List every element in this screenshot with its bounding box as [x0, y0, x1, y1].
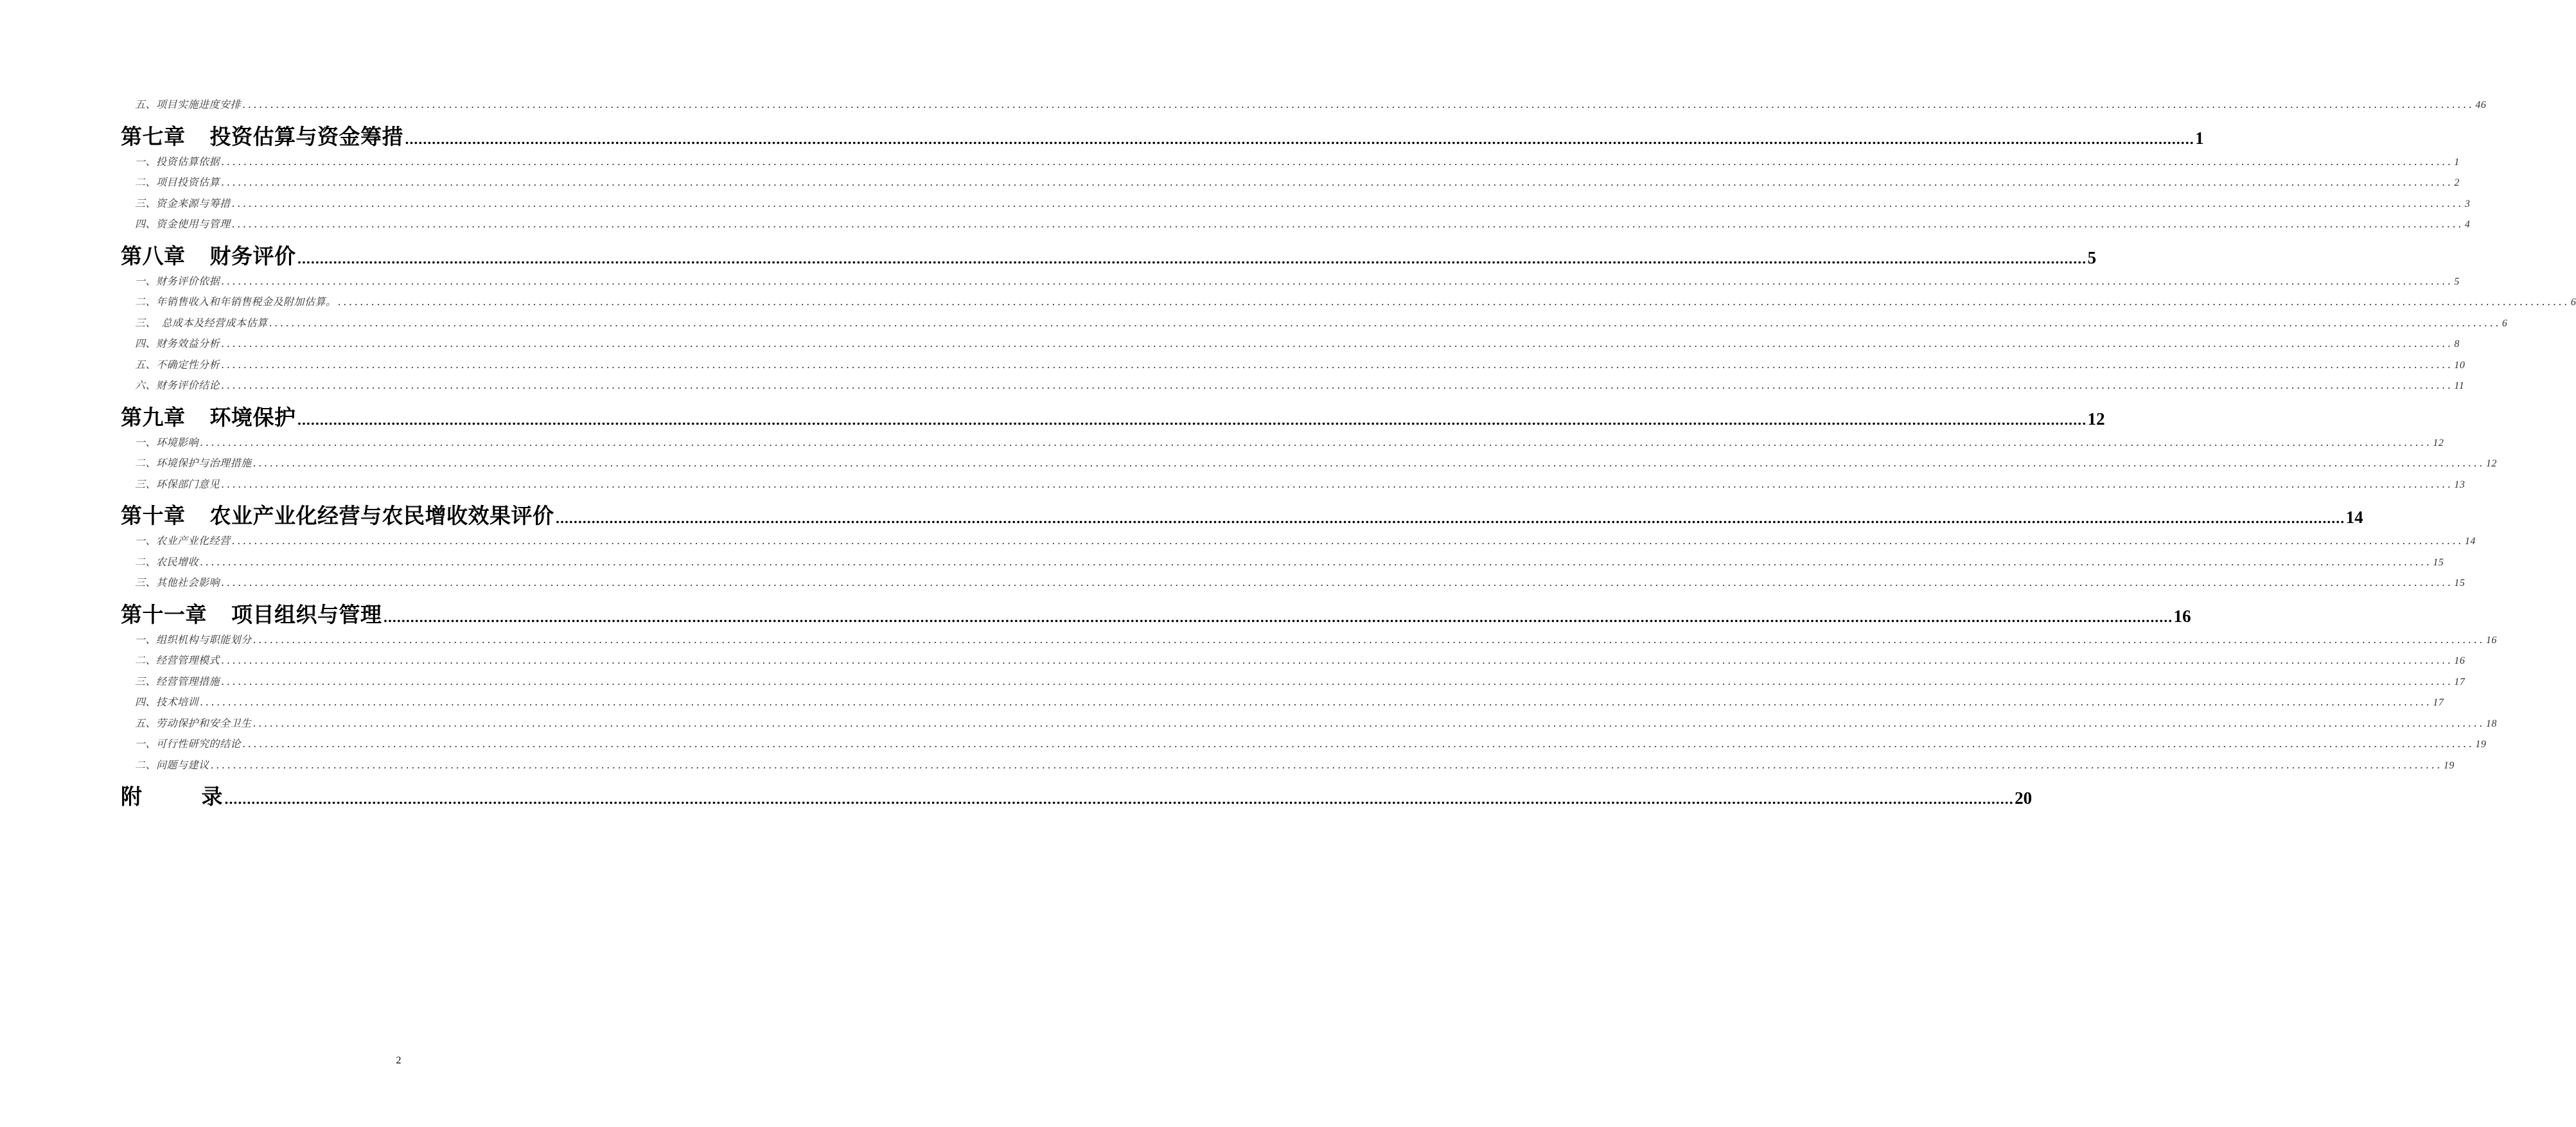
toc-leader-dots: ................................................................................................................................................................................................................................................................................................................................................................................................................ — [221, 155, 2453, 168]
toc-page-number: 8 — [2454, 339, 2460, 350]
toc-leader-dots: ................................................................................................................................................................................................................................................................................................................................................................................................................ — [221, 176, 2453, 188]
toc-page-number: 1 — [2454, 156, 2460, 168]
table-of-contents — [121, 96, 2576, 813]
toc-chapter-title: 投资估算与资金筹措 — [209, 123, 403, 149]
toc-leader-dots: ................................................................................................................................................................................................................................................................................................................................................................................................................ — [221, 379, 2453, 391]
toc-page-number: 10 — [2454, 359, 2466, 371]
toc-page-number: 12 — [2485, 458, 2497, 469]
toc-section-label: 二、项目投资估算 — [135, 176, 220, 188]
toc-section-label: 二、年销售收入和年销售税金及附加估算。 — [135, 296, 337, 308]
toc-section-label: 三、其他社会影响 — [135, 576, 220, 589]
toc-section-entry[interactable] — [121, 273, 2460, 294]
toc-page-number: 15 — [2433, 556, 2444, 568]
toc-chapter-title: 项目组织与管理 — [231, 601, 382, 627]
toc-section-label: 五、劳动保护和安全卫生 — [135, 716, 252, 729]
toc-leader-dots: ................................................................................................................................................................................................................................................................................................................................................................................................................ — [231, 535, 2464, 547]
toc-leader-dots: ................................................................................................................................................................................................................................................................................................................................................................................................................ — [337, 296, 2570, 308]
toc-section-label: 四、财务效益分析 — [135, 337, 220, 350]
toc-section-label: 三、经营管理措施 — [135, 675, 220, 688]
toc-leader-dots: ................................................................................................................................................................................................................................................................................................................................................................................................................ — [200, 436, 2432, 448]
toc-section-label: 三、资金来源与筹措 — [135, 197, 231, 209]
toc-section-entry[interactable] — [121, 736, 2487, 757]
toc-section-entry[interactable] — [121, 377, 2465, 398]
toc-page-number: 12 — [2087, 409, 2105, 429]
toc-page-number: 17 — [2433, 697, 2444, 708]
toc-page-number: 20 — [2015, 788, 2033, 808]
toc-page-number: 5 — [2087, 247, 2097, 267]
toc-section-entry[interactable] — [121, 673, 2466, 695]
toc-chapter-label — [121, 240, 296, 270]
toc-section-label: 三、 总成本及经营成本估算 — [135, 316, 268, 329]
toc-page-number: 11 — [2454, 380, 2465, 391]
toc-chapter-entry[interactable] — [121, 120, 2204, 154]
toc-chapter-number: 第十一章 — [121, 601, 207, 627]
toc-section-entry[interactable] — [121, 757, 2455, 778]
toc-section-entry[interactable] — [121, 294, 2576, 315]
toc-section-label: 三、环保部门意见 — [135, 477, 220, 490]
toc-section-entry[interactable] — [121, 694, 2444, 715]
toc-leader-dots: ................................................................................................................................................................................................................................................................................................................................................................................................................ — [224, 792, 2014, 807]
toc-leader-dots: ................................................................................................................................................................................................................................................................................................................................................................................................................ — [221, 576, 2453, 589]
toc-section-entry[interactable] — [121, 652, 2466, 673]
toc-section-entry[interactable] — [121, 154, 2460, 175]
toc-page-number: 18 — [2485, 718, 2497, 729]
toc-section-label: 五、不确定性分析 — [135, 358, 220, 371]
toc-section-label: 五、项目实施进度安排 — [135, 98, 242, 111]
toc-leader-dots: ................................................................................................................................................................................................................................................................................................................................................................................................................ — [200, 696, 2432, 708]
toc-leader-dots: ................................................................................................................................................................................................................................................................................................................................................................................................................ — [242, 98, 2475, 111]
toc-section-label: 一、环境影响 — [135, 436, 199, 448]
toc-leader-dots: ................................................................................................................................................................................................................................................................................................................................................................................................................ — [297, 251, 2086, 267]
toc-chapter-number: 第七章 — [121, 123, 186, 149]
toc-section-entry[interactable] — [121, 174, 2460, 195]
toc-section-label: 一、可行性研究的结论 — [135, 738, 242, 750]
toc-section-label: 一、组织机构与职能划分 — [135, 633, 252, 646]
toc-chapter-number: 第八章 — [121, 243, 186, 269]
toc-leader-dots: ................................................................................................................................................................................................................................................................................................................................................................................................................ — [383, 609, 2173, 625]
toc-chapter-label — [121, 499, 554, 529]
toc-section-label: 二、农民增收 — [135, 555, 199, 568]
toc-leader-dots: ................................................................................................................................................................................................................................................................................................................................................................................................................ — [231, 218, 2464, 230]
toc-leader-dots: ................................................................................................................................................................................................................................................................................................................................................................................................................ — [242, 738, 2475, 750]
toc-leader-dots: ................................................................................................................................................................................................................................................................................................................................................................................................................ — [405, 131, 2194, 147]
toc-page-number: 16 — [2173, 606, 2191, 626]
toc-page-number: 16 — [2485, 634, 2497, 646]
toc-section-entry[interactable] — [121, 554, 2444, 575]
toc-page-number: 14 — [2345, 508, 2363, 527]
toc-chapter-label — [121, 780, 223, 810]
toc-page-number: 4 — [2464, 219, 2471, 230]
toc-page-number: 5 — [2454, 276, 2460, 287]
toc-section-label: 二、问题与建议 — [135, 758, 209, 771]
toc-leader-dots: ................................................................................................................................................................................................................................................................................................................................................................................................................ — [210, 758, 2442, 771]
toc-section-entry[interactable] — [121, 533, 2476, 554]
toc-section-label: 一、投资估算依据 — [135, 155, 220, 168]
toc-leader-dots: ................................................................................................................................................................................................................................................................................................................................................................................................................ — [297, 412, 2086, 428]
toc-leader-dots: ................................................................................................................................................................................................................................................................................................................................................................................................................ — [269, 316, 2501, 329]
toc-chapter-title: 录 — [201, 784, 223, 809]
toc-chapter-entry[interactable] — [121, 499, 2363, 533]
toc-page-number: 15 — [2454, 578, 2466, 589]
toc-section-entry[interactable] — [121, 434, 2444, 456]
toc-leader-dots: ................................................................................................................................................................................................................................................................................................................................................................................................................ — [252, 716, 2485, 729]
toc-leader-dots: ................................................................................................................................................................................................................................................................................................................................................................................................................ — [221, 358, 2453, 371]
toc-chapter-title: 农业产业化经营与农民增收效果评价 — [209, 503, 554, 528]
toc-section-label: 一、农业产业化经营 — [135, 535, 231, 547]
toc-section-entry[interactable] — [121, 632, 2497, 653]
toc-leader-dots: ................................................................................................................................................................................................................................................................................................................................................................................................................ — [221, 654, 2453, 666]
toc-section-entry[interactable] — [121, 715, 2497, 736]
toc-chapter-entry[interactable] — [121, 401, 2105, 434]
toc-section-label: 四、技术培训 — [135, 696, 199, 708]
toc-section-label: 四、资金使用与管理 — [135, 218, 231, 230]
toc-page-number: 46 — [2475, 100, 2487, 111]
toc-section-entry[interactable] — [121, 476, 2466, 497]
toc-leader-dots: ................................................................................................................................................................................................................................................................................................................................................................................................................ — [231, 197, 2464, 209]
toc-page-number: 3 — [2464, 198, 2471, 209]
toc-leader-dots: ................................................................................................................................................................................................................................................................................................................................................................................................................ — [221, 337, 2453, 350]
toc-leader-dots: ................................................................................................................................................................................................................................................................................................................................................................................................................ — [252, 633, 2485, 646]
toc-leader-dots: ................................................................................................................................................................................................................................................................................................................................................................................................................ — [200, 555, 2432, 568]
toc-chapter-title: 环境保护 — [209, 404, 296, 430]
toc-section-label: 二、环境保护与治理措施 — [135, 457, 252, 469]
toc-section-entry[interactable] — [121, 335, 2460, 357]
toc-page-number: 19 — [2443, 759, 2455, 771]
toc-page-number: 1 — [2195, 128, 2204, 148]
toc-page-number: 13 — [2454, 479, 2466, 490]
toc-page-number: 6 — [2501, 317, 2508, 329]
toc-leader-dots: ................................................................................................................................................................................................................................................................................................................................................................................................................ — [221, 477, 2453, 490]
toc-section-entry[interactable] — [121, 574, 2466, 596]
toc-chapter-number: 第十章 — [121, 503, 186, 528]
toc-page-number: 2 — [2454, 177, 2460, 188]
toc-chapter-number: 附 — [121, 784, 143, 809]
toc-chapter-label — [121, 401, 296, 431]
toc-section-label: 二、经营管理模式 — [135, 654, 220, 666]
toc-page-number: 16 — [2454, 655, 2466, 666]
page-number: 2 — [396, 1055, 401, 1066]
toc-leader-dots: ................................................................................................................................................................................................................................................................................................................................................................................................................ — [252, 457, 2485, 469]
toc-page-number: 17 — [2454, 676, 2466, 688]
toc-chapter-title: 财务评价 — [209, 243, 296, 269]
toc-section-label: 六、财务评价结论 — [135, 379, 220, 391]
toc-chapter-entry[interactable] — [121, 240, 2097, 273]
toc-leader-dots: ................................................................................................................................................................................................................................................................................................................................................................................................................ — [221, 675, 2453, 688]
toc-section-label: 一、财务评价依据 — [135, 274, 220, 287]
toc-section-entry[interactable] — [121, 216, 2471, 237]
toc-section-entry[interactable] — [121, 455, 2497, 476]
toc-page-number: 6 — [2570, 297, 2576, 308]
toc-section-entry[interactable] — [121, 195, 2471, 217]
toc-page-number: 14 — [2464, 536, 2476, 547]
toc-section-entry[interactable] — [121, 315, 2508, 336]
toc-leader-dots: ................................................................................................................................................................................................................................................................................................................................................................................................................ — [221, 274, 2453, 287]
toc-page-number: 19 — [2475, 739, 2487, 750]
toc-chapter-label — [121, 120, 403, 150]
toc-appendix-entry[interactable] — [121, 780, 2033, 813]
toc-chapter-number: 第九章 — [121, 404, 186, 430]
toc-chapter-label — [121, 598, 382, 628]
toc-page-number: 12 — [2433, 437, 2444, 448]
toc-leader-dots: ................................................................................................................................................................................................................................................................................................................................................................................................................ — [555, 511, 2345, 526]
toc-section-entry[interactable] — [121, 96, 2487, 118]
toc-section-entry[interactable] — [121, 357, 2466, 378]
toc-chapter-entry[interactable] — [121, 598, 2191, 632]
